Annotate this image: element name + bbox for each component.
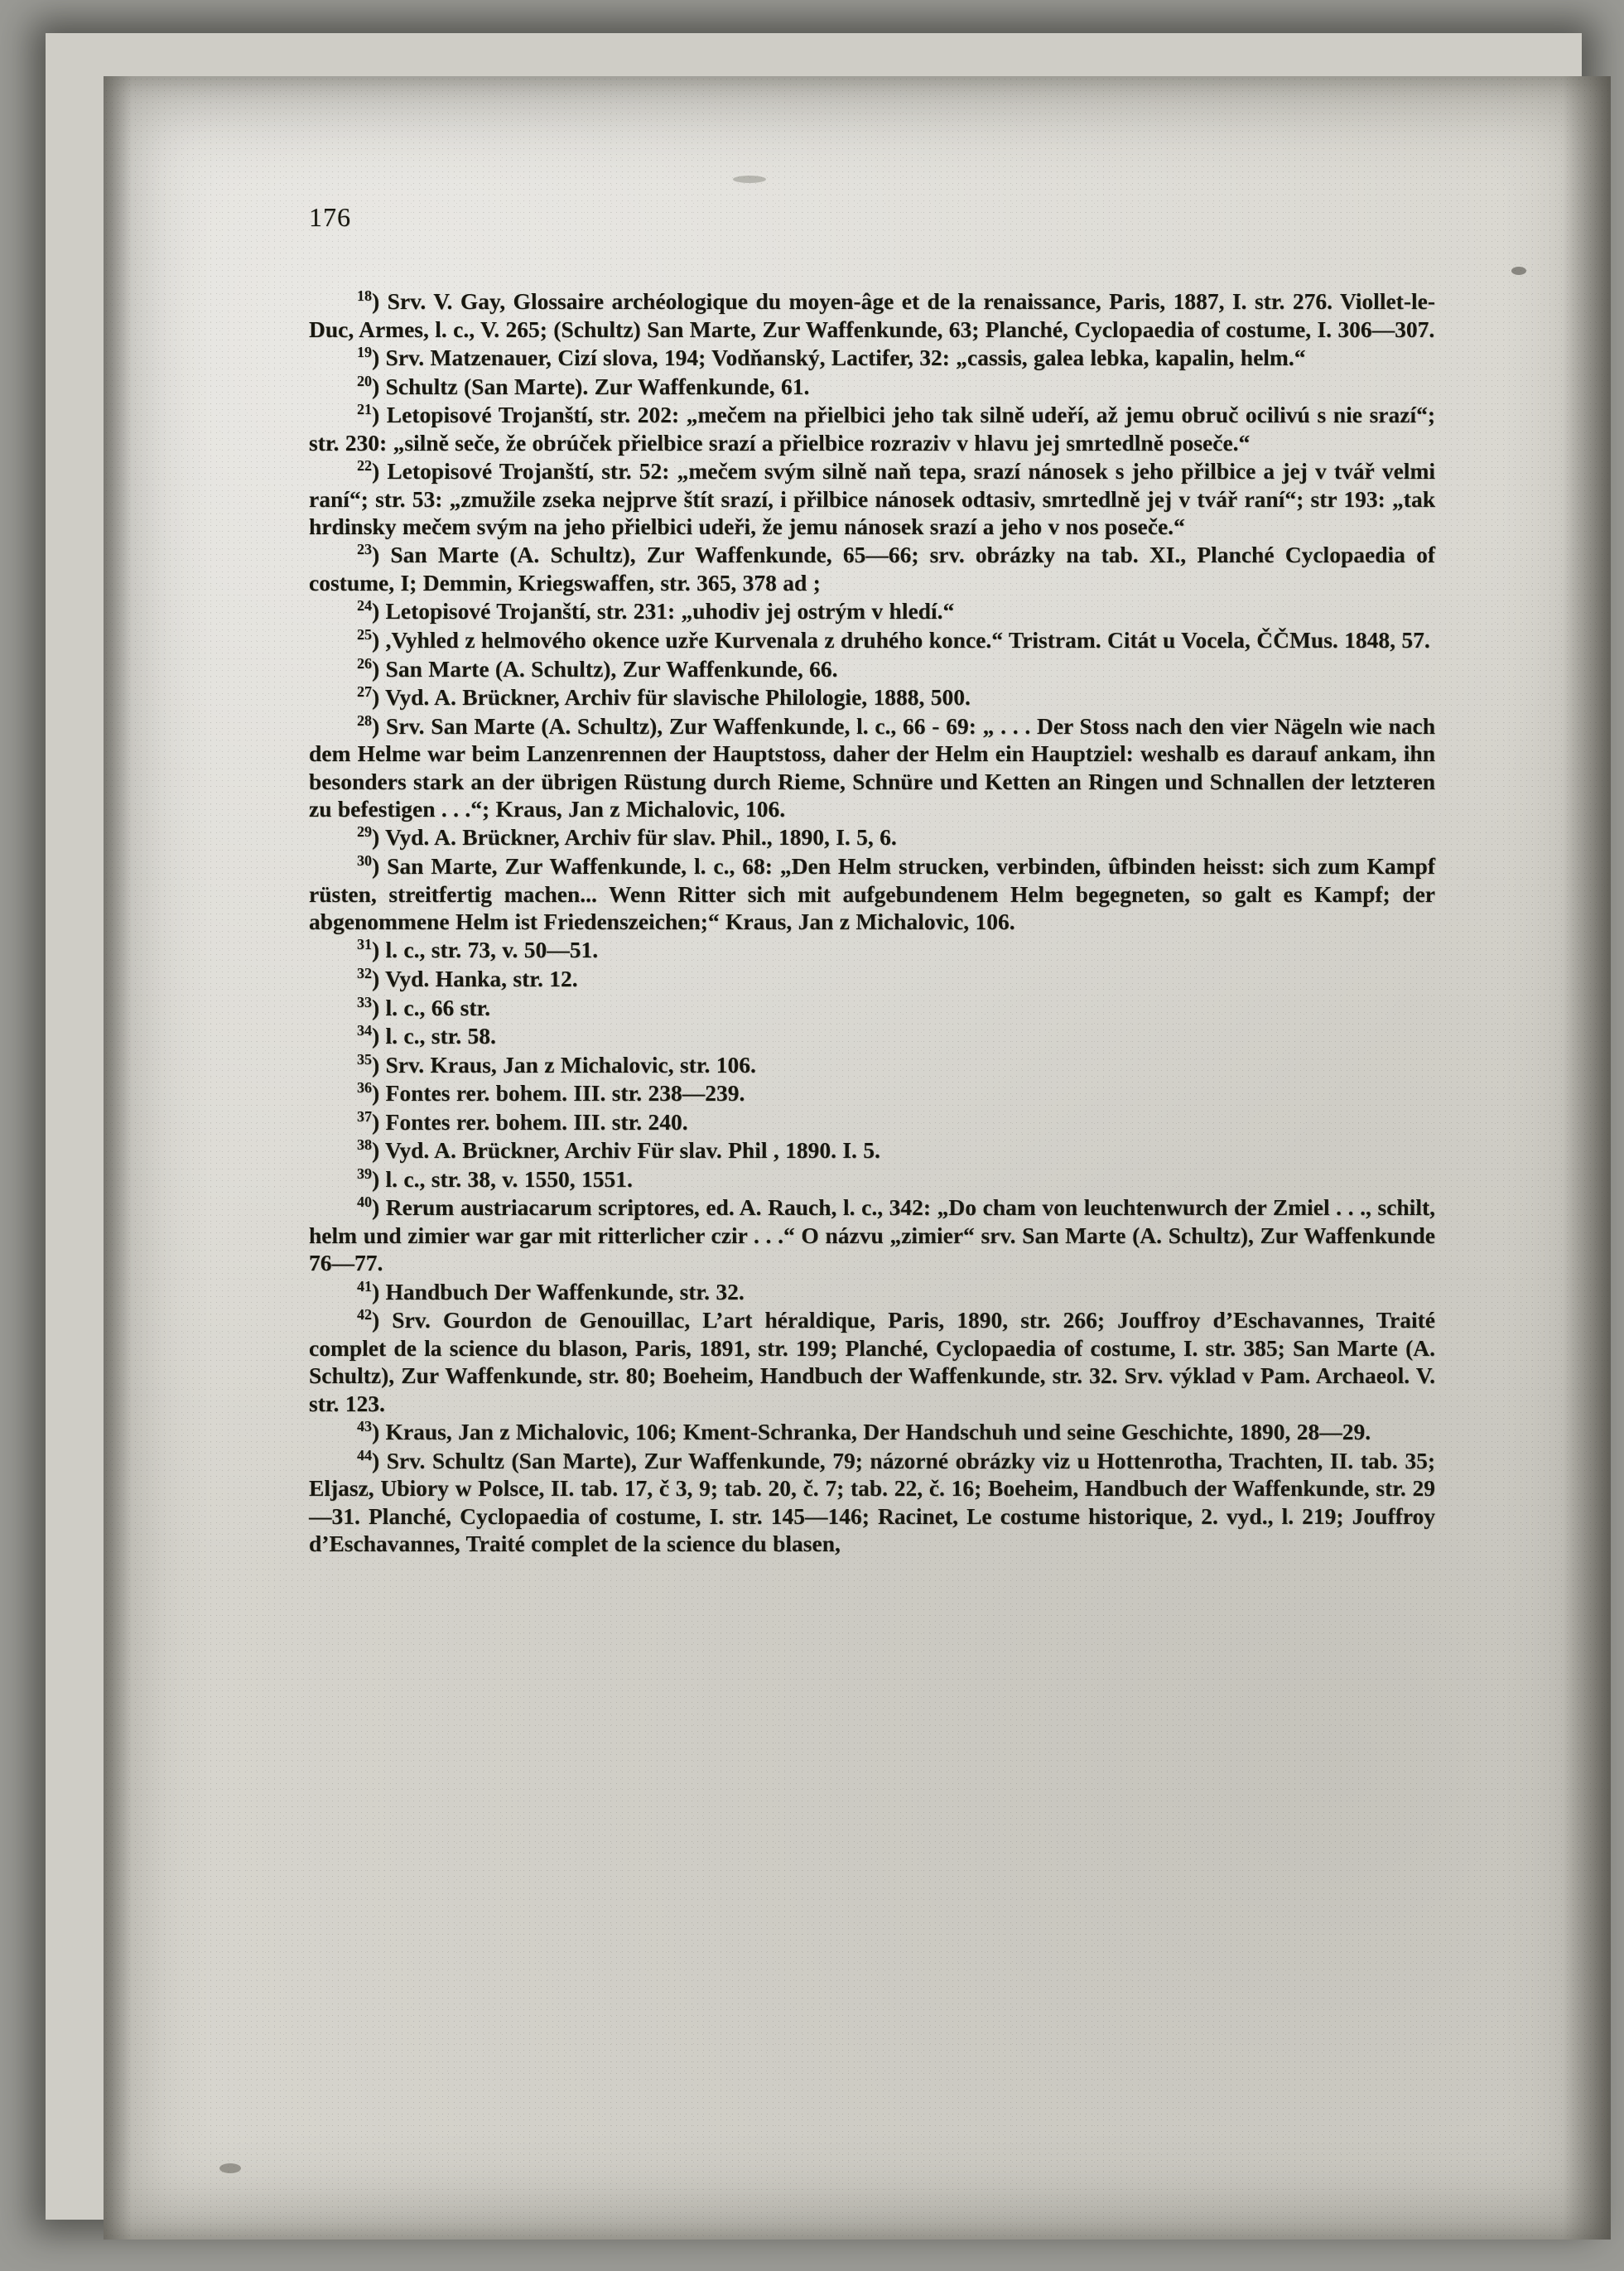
footnote-marker: 20	[357, 372, 372, 389]
footnote-marker: 35	[357, 1050, 372, 1068]
footnote-27: $^{27}$) Vyd. A. Brückner, Archiv für slavische Philologie, 1888, 500.	[357, 683, 971, 711]
footnote-44: $^{44}$) Srv. Schultz (San Marte), Zur Waffenkunde, 79; názorné obrázky viz u Hottenrotha, Trachten, II. tab. 35; Eljasz, Ubiory w Polsce, II. tab. 17, č 3, 9; tab. 20, č. 7; tab. 22, č. 16; Boeheim, Handbuch der Waffenkunde, str. 29—31. Planché, Cyclopaedia of costume, I. str. 145—146; Racinet, Le costume historique, 2. vyd., l. 219; Jouffroy d’Eschavannes, Traité complet de la science du blasen,	[309, 1446, 1435, 1557]
footnote-text: l. c., str. 73, v. 50—51.	[385, 937, 599, 963]
footnote-21: $^{21}$) Letopisové Trojanští, str. 202: „mečem na přielbici jeho tak silně udeří, až jemu obruč ocilivú s nie srazí“; str. 230: „silně seče, že obrúček přielbice srazí a přielbice rozraziv v hlavu jej smrtedlně poseče.“	[309, 401, 1435, 456]
footnote-43: $^{43}$) Kraus, Jan z Michalovic, 106; Kment-Schranka, Der Handschuh und seine Geschichte, 1890, 28—29.	[357, 1418, 1371, 1445]
footnote-text: l. c., str. 38, v. 1550, 1551.	[385, 1166, 633, 1193]
footnote-24: $^{24}$) Letopisové Trojanští, str. 231: „uhodiv jej ostrým v hledí.“	[357, 597, 955, 624]
paper-sheet	[104, 76, 1611, 2240]
footnote-marker: 37	[357, 1107, 372, 1125]
footnote-marker: 28	[357, 711, 372, 729]
footnote-text: Srv. Matzenauer, Cizí slova, 194; Vodňanský, Lactifer, 32: „cassis, galea lebka, kapalin, helm.“	[385, 345, 1306, 371]
footnote-text: San Marte (A. Schultz), Zur Waffenkunde, 66.	[385, 655, 838, 682]
footnote-18: $^{18}$) Srv. V. Gay, Glossaire archéologique du moyen-âge et de la renaissance, Paris, 1887, I. str. 276. Viollet-le-Duc, Armes, l. c., V. 265; (Schultz) San Marte, Zur Waffenkunde, 63; Planché, Cyclopaedia of costume, I. 306—307.	[309, 287, 1435, 342]
footnote-marker: 25	[357, 625, 372, 643]
footnote-28: $^{28}$) Srv. San Marte (A. Schultz), Zur Waffenkunde, l. c., 66 - 69: „ . . . Der Stoss nach den vier Nägeln wie nach dem Helme war beim Lanzenrennen der Hauptstoss, daher der Helm ein Hauptziel: weshalb es darauf ankam, ihn besonders stark an der übrigen Rüstung durch Rieme, Schnüre und Ketten an Ringen und Schnallen der letzteren zu befestigen . . .“; Kraus, Jan z Michalovic, 106.	[309, 711, 1435, 822]
footnote-33: $^{33}$) l. c., 66 str.	[357, 993, 491, 1020]
footnote-marker: 27	[357, 683, 372, 701]
scan-frame	[46, 33, 1582, 2220]
footnote-text: San Marte (A. Schultz), Zur Waffenkunde, 65—66; srv. obrázky na tab. XI., Planché Cyclopaedia of costume, I; Demmin, Kriegswaffen, str. 365, 378 ad ;	[309, 542, 1435, 595]
footnote-marker: 34	[357, 1022, 372, 1039]
footnote-42: $^{42}$) Srv. Gourdon de Genouillac, L’art héraldique, Paris, 1890, str. 266; Jouffroy d’Eschavannes, Traité complet de la science du blason, Paris, 1891, str. 199; Planché, Cyclopaedia of costume, I. str. 385; San Marte (A. Schultz), Zur Waffenkunde, str. 80; Boeheim, Handbuch der Waffenkunde, str. 32. Srv. výklad v Pam. Archaeol. V. str. 123.	[309, 1306, 1435, 1416]
footnote-marker: 44	[357, 1446, 372, 1463]
footnote-23: $^{23}$) San Marte (A. Schultz), Zur Waffenkunde, 65—66; srv. obrázky na tab. XI., Planché Cyclopaedia of costume, I; Demmin, Kriegswaffen, str. 365, 378 ad ;	[309, 541, 1435, 595]
footnote-29: $^{29}$) Vyd. A. Brückner, Archiv für slav. Phil., 1890, I. 5, 6.	[357, 823, 897, 851]
footnote-text: Rerum austriacarum scriptores, ed. A. Rauch, l. c., 342: „Do cham von leuchtenwurch der Zmiel . . ., schilt, helm und zimier war gar mit ritterlicher czir . . .“ O názvu „zimier“ srv. San Marte (A. Schultz), Zur Waffenkunde 76—77.	[309, 1194, 1435, 1276]
footnote-text: Srv. V. Gay, Glossaire archéologique du moyen-âge et de la renaissance, Paris, 1887, I. str. 276. Viollet-le-Duc, Armes, l. c., V. 265; (Schultz) San Marte, Zur Waffenkunde, 63; Planché, Cyclopaedia of costume, I. 306—307.	[309, 288, 1435, 342]
footnote-marker: 43	[357, 1418, 372, 1435]
footnote-marker: 42	[357, 1306, 372, 1324]
ink-smudge	[1511, 267, 1526, 275]
footnote-marker: 23	[357, 541, 372, 558]
footnote-text: Fontes rer. bohem. III. str. 238—239.	[385, 1080, 745, 1107]
footnote-marker: 36	[357, 1079, 372, 1097]
page-number: 176	[309, 202, 351, 232]
footnote-marker: 19	[357, 343, 372, 360]
footnote-text: Srv. Gourdon de Genouillac, L’art héraldique, Paris, 1890, str. 266; Jouffroy d’Eschavannes, Traité complet de la science du blason, Paris, 1891, str. 199; Planché, Cyclopaedia of costume, I. str. 385; San Marte (A. Schultz), Zur Waffenkunde, str. 80; Boeheim, Handbuch der Waffenkunde, str. 32. Srv. výklad v Pam. Archaeol. V. str. 123.	[309, 1307, 1435, 1416]
footnote-marker: 22	[357, 457, 372, 475]
footnote-25: $^{25}$) ,Vyhled z helmového okence uzře Kurvenala z druhého konce.“ Tristram. Citát u Vocela, ČČMus. 1848, 57.	[357, 625, 1430, 653]
footnote-text: l. c., 66 str.	[385, 994, 491, 1020]
footnote-marker: 24	[357, 597, 372, 615]
footnote-marker: 18	[357, 287, 372, 304]
footnote-marker: 33	[357, 993, 372, 1010]
footnote-text: l. c., str. 58.	[385, 1023, 496, 1049]
footnote-19: $^{19}$) Srv. Matzenauer, Cizí slova, 194; Vodňanský, Lactifer, 32: „cassis, galea lebka, kapalin, helm.“	[357, 343, 1306, 371]
page-content	[309, 202, 1435, 1559]
footnote-marker: 38	[357, 1136, 372, 1154]
footnote-41: $^{41}$) Handbuch Der Waffenkunde, str. 32.	[357, 1277, 745, 1304]
footnote-marker: 26	[357, 654, 372, 672]
footnote-text: Schultz (San Marte). Zur Waffenkunde, 61.	[385, 373, 810, 399]
footnote-26: $^{26}$) San Marte (A. Schultz), Zur Waffenkunde, 66.	[357, 654, 838, 682]
footnote-35: $^{35}$) Srv. Kraus, Jan z Michalovic, str. 106.	[357, 1050, 756, 1078]
footnote-32: $^{32}$) Vyd. Hanka, str. 12.	[357, 964, 578, 992]
footnote-text: Fontes rer. bohem. III. str. 240.	[385, 1108, 688, 1135]
footnote-text: Srv. San Marte (A. Schultz), Zur Waffenkunde, l. c., 66 - 69: „ . . . Der Stoss nach den vier Nägeln wie nach dem Helme war beim Lanzenrennen der Hauptstoss, daher der Helm ein Hauptziel: weshalb es darauf ankam, ihn besonders stark an der übrigen Rüstung durch Rieme, Schnüre und Ketten an Ringen und Schnallen der letzteren zu befestigen . . .“; Kraus, Jan z Michalovic, 106.	[309, 712, 1435, 822]
footnote-marker: 41	[357, 1277, 372, 1295]
footnote-36: $^{36}$) Fontes rer. bohem. III. str. 238—239.	[357, 1079, 745, 1107]
footnote-text: Kraus, Jan z Michalovic, 106; Kment-Schranka, Der Handschuh und seine Geschichte, 1890, 28—29.	[385, 1419, 1371, 1445]
footnote-text: Srv. Kraus, Jan z Michalovic, str. 106.	[385, 1051, 756, 1078]
footnote-text: Letopisové Trojanští, str. 52: „mečem svým silně naň tepa, srazí nánosek s jeho přilbice a jej v tvář velmi raní“; str. 53: „zmužile zseka nejprve štít srazí, i přilbice nánosek odtasiv, smrtedlně jej v tvář raní“; str 193: „tak hrdinsky mečem svým na jeho přielbici udeři, že jemu nánosek srazí a jeho v nos poseče.“	[309, 458, 1435, 540]
footnote-text: Srv. Schultz (San Marte), Zur Waffenkunde, 79; názorné obrázky viz u Hottenrotha, Trachten, II. tab. 35; Eljasz, Ubiory w Polsce, II. tab. 17, č 3, 9; tab. 20, č. 7; tab. 22, č. 16; Boeheim, Handbuch der Waffenkunde, str. 29—31. Planché, Cyclopaedia of costume, I. str. 145—146; Racinet, Le costume historique, 2. vyd., l. 219; Jouffroy d’Eschavannes, Traité complet de la science du blasen,	[309, 1447, 1435, 1557]
footnote-text: San Marte, Zur Waffenkunde, l. c., 68: „Den Helm strucken, verbinden, ûfbinden heisst: sich zum Kampf rüsten, streitfertig machen... Wenn Ritter sich mit aufgebundenem Helm begegneten, so galt es Kampf; der abgenommene Helm ist Friedenszeichen;“ Kraus, Jan z Michalovic, 106.	[309, 853, 1435, 934]
footnote-marker: 39	[357, 1164, 372, 1182]
footnote-marker: 40	[357, 1193, 372, 1211]
footnote-38: $^{38}$) Vyd. A. Brückner, Archiv Für slav. Phil , 1890. I. 5.	[357, 1136, 880, 1164]
footnote-text: Vyd. A. Brückner, Archiv für slavische Philologie, 1888, 500.	[385, 684, 971, 711]
footnote-text: Letopisové Trojanští, str. 202: „mečem na přielbici jeho tak silně udeří, až jemu obruč ocilivú s nie srazí“; str. 230: „silně seče, že obrúček přielbice srazí a přielbice rozraziv v hlavu jej smrtedlně poseče.“	[309, 402, 1435, 456]
ink-smudge	[219, 2163, 241, 2173]
footnote-31: $^{31}$) l. c., str. 73, v. 50—51.	[357, 936, 599, 963]
footnote-marker: 29	[357, 823, 372, 841]
footnote-text: ,Vyhled z helmového okence uzře Kurvenala z druhého konce.“ Tristram. Citát u Vocela, ČČMus. 1848, 57.	[385, 627, 1430, 653]
right-edge-shadow	[1563, 76, 1611, 2240]
footnote-20: $^{20}$) Schultz (San Marte). Zur Waffenkunde, 61.	[357, 372, 810, 399]
footnote-marker: 30	[357, 852, 372, 869]
footnote-marker: 21	[357, 401, 372, 418]
footnote-34: $^{34}$) l. c., str. 58.	[357, 1022, 496, 1049]
footnote-text: Letopisové Trojanští, str. 231: „uhodiv jej ostrým v hledí.“	[385, 598, 955, 624]
ink-smudge	[733, 176, 766, 183]
footnote-40: $^{40}$) Rerum austriacarum scriptores, ed. A. Rauch, l. c., 342: „Do cham von leuchtenwurch der Zmiel . . ., schilt, helm und zimier war gar mit ritterlicher czir . . .“ O názvu „zimier“ srv. San Marte (A. Schultz), Zur Waffenkunde 76—77.	[309, 1193, 1435, 1276]
footnote-22: $^{22}$) Letopisové Trojanští, str. 52: „mečem svým silně naň tepa, srazí nánosek s jeho přilbice a jej v tvář velmi raní“; str. 53: „zmužile zseka nejprve štít srazí, i přilbice nánosek odtasiv, smrtedlně jej v tvář raní“; str 193: „tak hrdinsky mečem svým na jeho přielbici udeři, že jemu nánosek srazí a jeho v nos poseče.“	[309, 457, 1435, 540]
footnote-text: Vyd. A. Brückner, Archiv für slav. Phil., 1890, I. 5, 6.	[385, 824, 897, 851]
footnote-text: Vyd. Hanka, str. 12.	[385, 966, 578, 992]
footnote-30: $^{30}$) San Marte, Zur Waffenkunde, l. c., 68: „Den Helm strucken, verbinden, ûfbinden heisst: sich zum Kampf rüsten, streitfertig machen... Wenn Ritter sich mit aufgebundenem Helm begegneten, so galt es Kampf; der abgenommene Helm ist Friedenszeichen;“ Kraus, Jan z Michalovic, 106.	[309, 852, 1435, 934]
footnote-marker: 31	[357, 936, 372, 953]
footnote-text: Vyd. A. Brückner, Archiv Für slav. Phil , 1890. I. 5.	[385, 1137, 880, 1164]
footnote-39: $^{39}$) l. c., str. 38, v. 1550, 1551.	[357, 1164, 633, 1193]
footnote-marker: 32	[357, 964, 372, 981]
footnote-37: $^{37}$) Fontes rer. bohem. III. str. 240.	[357, 1107, 688, 1135]
left-edge-shadow	[104, 76, 132, 2240]
footnote-text: Handbuch Der Waffenkunde, str. 32.	[385, 1278, 745, 1304]
